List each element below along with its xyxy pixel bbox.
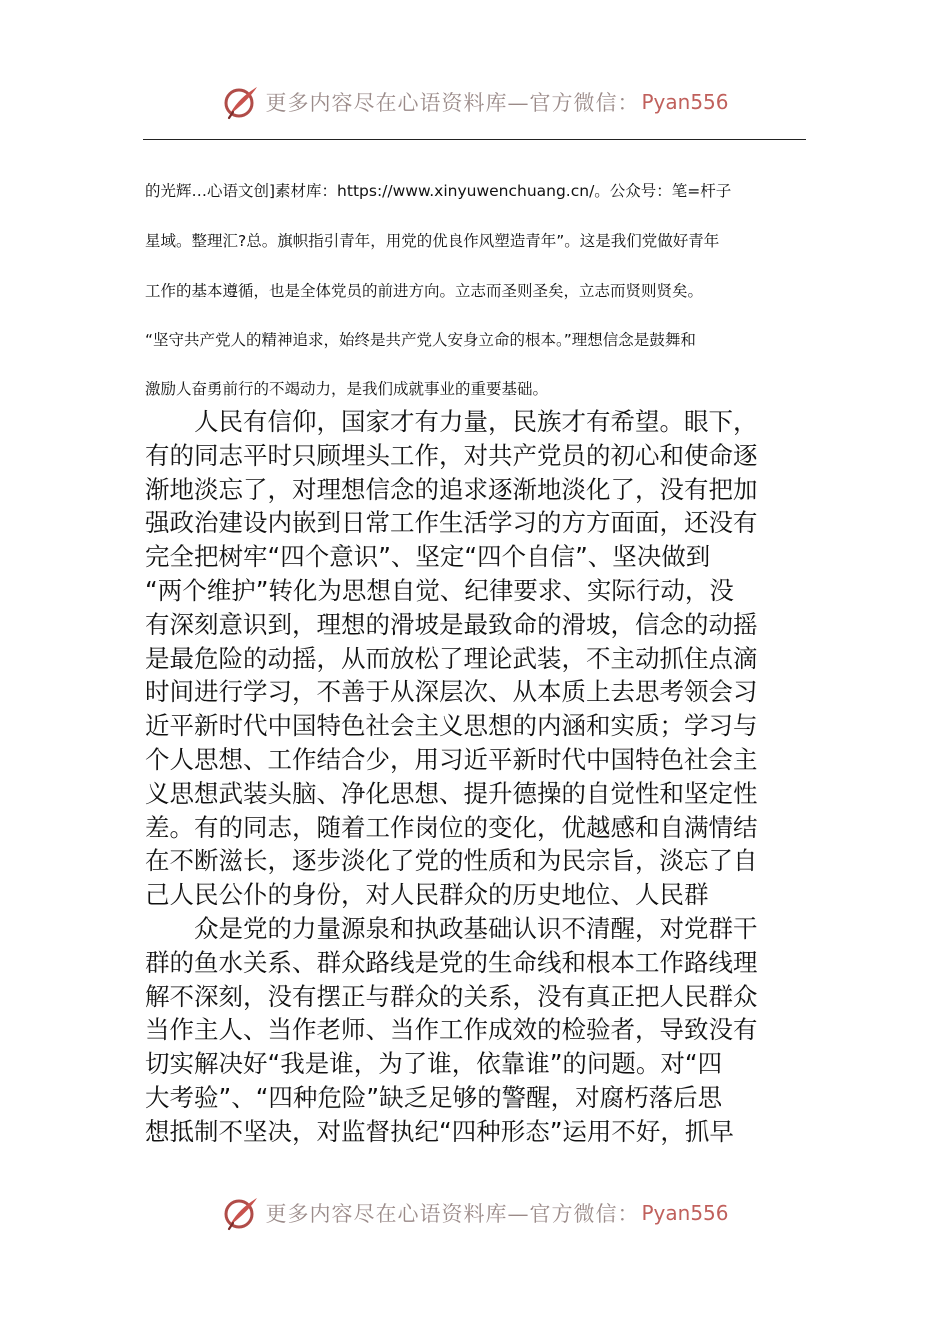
- text-line: “两个维护”转化为思想自觉、纪律要求、实际行动，没: [145, 575, 734, 605]
- text-line: 有深刻意识到，理想的滑坡是最致命的滑坡，信念的动摇: [145, 609, 758, 639]
- text-line: 众是党的力量源泉和执政基础认识不清醒，对党群干: [145, 914, 758, 943]
- wechat-id: Pyan556: [641, 1201, 729, 1225]
- header-banner: [0, 82, 950, 122]
- text-line: 群的鱼水关系、群众路线是党的生命线和根本工作路线理: [145, 947, 758, 977]
- banner-text: 更多内容尽在心语资料库—官方微信：: [265, 1202, 640, 1226]
- intro-line: 激励人奋勇前行的不竭动力，是我们成就事业的重要基础。: [145, 380, 549, 398]
- intro-line: 工作的基本遵循，也是全体党员的前进方向。立志而圣则圣矣，立志而贤则贤矣。: [145, 282, 704, 300]
- text-line: 是最危险的动摇，从而放松了理论武装，不主动抓住点滴: [145, 643, 758, 673]
- text-line: 完全把树牢“四个意识”、坚定“四个自信”、坚决做到: [145, 542, 711, 572]
- text-line: 切实解决好“我是谁，为了谁，依靠谁”的问题。对“四: [145, 1049, 723, 1079]
- text-line: 个人思想、工作结合少，用习近平新时代中国特色社会主: [145, 744, 758, 774]
- text-line: 义思想武装头脑、净化思想、提升德操的自觉性和坚定性: [145, 778, 758, 808]
- quill-logo-icon: [221, 82, 261, 122]
- text-line: 己人民公仆的身份，对人民群众的历史地位、人民群: [145, 880, 709, 910]
- quill-logo-icon: [221, 1193, 261, 1233]
- text-line: 有的同志平时只顾埋头工作，对共产党员的初心和使命逐: [145, 440, 758, 470]
- text-line: 解不深刻，没有摆正与群众的关系，没有真正把人民群众: [145, 981, 758, 1011]
- footer-banner: [0, 1193, 950, 1233]
- intro-line: 星域。整理汇?总。旗帜指引青年，用党的优良作风塑造青年”。这是我们党做好青年: [145, 232, 720, 250]
- body-paragraph-1: [145, 405, 815, 912]
- header-divider: [143, 139, 806, 140]
- text-line: 人民有信仰，国家才有力量，民族才有希望。眼下，: [145, 407, 758, 436]
- text-line: 近平新时代中国特色社会主义思想的内涵和实质；学习与: [145, 711, 758, 741]
- intro-line: “坚守共产党人的精神追求，始终是共产党人安身立命的根本。”理想信念是鼓舞和: [145, 331, 696, 349]
- text-line: 渐地淡忘了，对理想信念的追求逐渐地淡化了，没有把加: [145, 474, 758, 504]
- text-line: 大考验”、“四种危险”缺乏足够的警醒，对腐朽落后思: [145, 1082, 723, 1112]
- text-line: 在不断滋长，逐步淡化了党的性质和为民宗旨，淡忘了自: [145, 846, 758, 876]
- text-line: 时间进行学习，不善于从深层次、从本质上去思考领会习: [145, 677, 758, 707]
- text-line: 强政治建设内嵌到日常工作生活学习的方方面面，还没有: [145, 508, 758, 538]
- text-line: 当作主人、当作老师、当作工作成效的检验者，导致没有: [145, 1015, 758, 1045]
- body-paragraph-2: [145, 912, 815, 1149]
- text-line: 想抵制不坚决，对监督执纪“四种形态”运用不好，抓早: [145, 1116, 734, 1146]
- intro-line: 的光辉…心语文创]素材库：https://www.xinyuwenchuang.cn/。公众号：笔=杆子: [145, 182, 732, 200]
- text-line: 差。有的同志，随着工作岗位的变化，优越感和自满情结: [145, 812, 758, 842]
- wechat-id: Pyan556: [641, 90, 729, 114]
- banner-text: 更多内容尽在心语资料库—官方微信：: [265, 91, 640, 115]
